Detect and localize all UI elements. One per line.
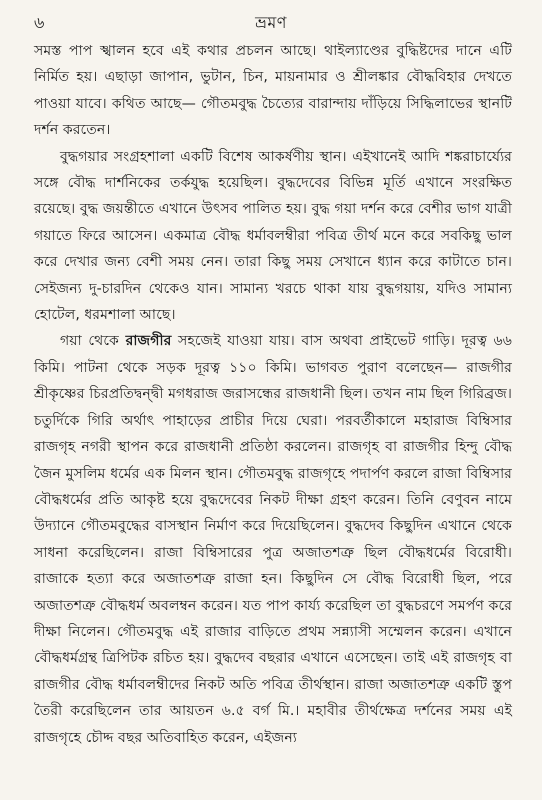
paragraph-1: সমস্ত পাপ স্খালন হবে এই কথার প্রচলন আছে। থাইল্যাণ্ডের বুদ্ধিষ্টদের দানে এটি নির্মিত হয়। এছাড়া জাপান, ভুটান, চিন, মায়নামার ও শ্রীলঙ্কার বৌদ্ধবিহার দেখতে পাওয়া যাবে। কথিত আছে— গৌতমবুদ্ধ চৈত্যের বারান্দায় দাঁড়িয়ে সিদ্ধিলাভের স্থানটি দর্শন করতেন। [34, 43, 512, 139]
running-head-title: ভ্রমণ [255, 13, 287, 32]
paragraph-3 [34, 328, 512, 751]
paragraph-2: বুদ্ধগয়ার সংগ্রহশালা একটি বিশেষ আকর্ষণীয় স্থান। এইখানেই আদি শঙ্করাচার্য্যের সঙ্গে বৌদ্ধ দার্শনিকের তর্কযুদ্ধ হয়েছিল। বুদ্ধদেবের বিভিন্ন মূর্তি এখানে সংরক্ষিত রয়েছে। বুদ্ধ জয়ন্তীতে এখানে উৎসব পালিত হয়। বুদ্ধ গয়া দর্শন করে বেশীর ভাগ যাত্রী গয়াতে ফিরে আসেন। একমাত্র বৌদ্ধ ধর্মাবলম্বীরা পবিত্র তীর্থ মনে করে সবকিছু ভাল করে দেখার জন্য বেশী সময় নেন। তারা কিছু সময় সেখানে ধ্যান করে কাটাতে চান। সেইজন্য দু-চারদিন থেকেও যান। সামান্য খরচে থাকা যায় বুদ্ধগয়ায়, যদিও সামান্য হোটেল, ধরমশালা আছে। [34, 148, 512, 324]
place-name-rajgir: রাজগীর [125, 333, 172, 350]
page-body [34, 38, 512, 751]
paragraph-3-lead: গয়া থেকে [60, 333, 126, 350]
paragraph-3-text: সহজেই যাওয়া যায়। বাস অথবা প্রাইভেট গাড়ি। দূরত্ব ৬৬ কিমি। পাটনা থেকে সড়ক দূরত্ব ১১০ কিমি। ভাগবত পুরাণ বলেছেন— রাজগীর শ্রীকৃষ্ণের চিরপ্রতিদ্বন্দ্বী মগধরাজ জরাসন্ধের রাজধানী ছিল। তখন নাম ছিল গিরিব্রজ। চতুর্দিকে গিরি অর্থাৎ পাহাড়ের প্রাচীর দিয়ে ঘেরা। পরবর্তীকালে মহারাজ বিম্বিসার রাজগৃহ নগরী স্থাপন করে রাজধানী প্রতিষ্ঠা করলেন। রাজগৃহ বা রাজগীর হিন্দু বৌদ্ধ জৈন মুসলিম ধর্মের এক মিলন স্থান। গৌতমবুদ্ধ রাজগৃহে পদার্পণ করলে রাজা বিম্বিসার বৌদ্ধধর্মের প্রতি আকৃষ্ট হয়ে বুদ্ধদেবের নিকট দীক্ষা গ্রহণ করেন। তিনি বেণুবন নামে উদ্যানে গৌতমবুদ্ধের বাসস্থান নির্মাণ করে দিয়েছিলেন। বুদ্ধদেব কিছুদিন এখানে থেকে সাধনা করেছিলেন। রাজা বিম্বিসারের পুত্র অজাতশত্রু ছিল বৌদ্ধধর্মের বিরোধী। রাজাকে হত্যা করে অজাতশত্রু রাজা হন। কিছুদিন সে বৌদ্ধ বিরোধী ছিল, পরে অজাতশত্রু বৌদ্ধধর্ম অবলম্বন করেন। যত পাপ কার্য্য করেছিল তা বুদ্ধচরণে সমর্পণ করে দীক্ষা নিলেন। গৌতমবুদ্ধ এই রাজার বাড়িতে প্রথম সন্ন্যাসী সম্মেলন করেন। এখানে বৌদ্ধধর্মগ্রন্থ ত্রিপিটক রচিত হয়। বুদ্ধদেব বছরার এখানে এসেছেন। তাই এই রাজগৃহ বা রাজগীর বৌদ্ধ ধর্মাবলম্বীদের নিকট অতি পবিত্র তীর্থস্থান। রাজা অজাতশত্রু একটি স্তুপ তৈরী করেছিলেন তার আয়তন ৬.৫ বর্গ মি.। মহাবীর তীর্থক্ষেত্র দর্শনের সময় এই রাজগৃহে চৌদ্দ বছর অতিবাহিত করেন, এইজন্য [34, 333, 512, 746]
page-number: ৬ [34, 13, 45, 32]
